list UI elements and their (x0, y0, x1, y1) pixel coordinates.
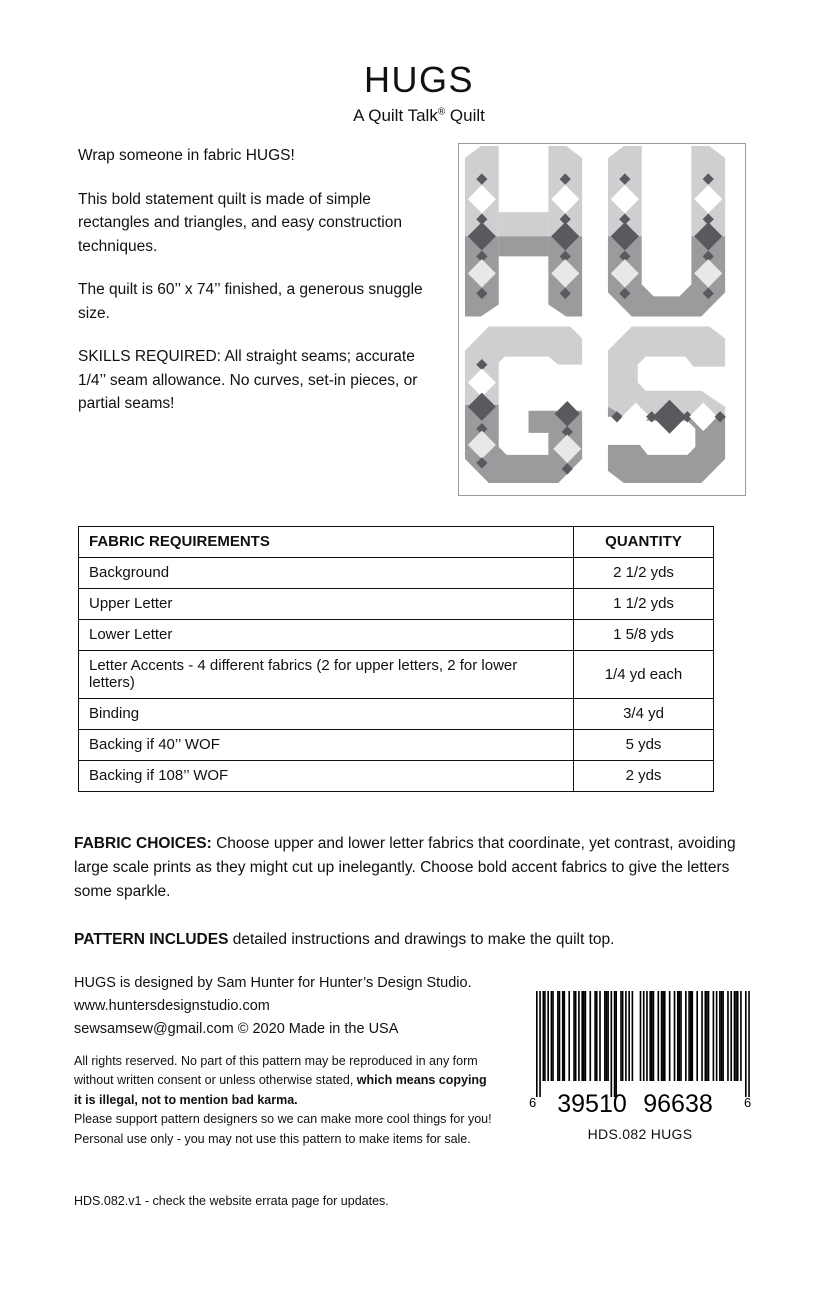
barcode-group-1: 39510 (557, 1090, 627, 1117)
barcode-caption: HDS.082 HUGS (587, 1126, 693, 1142)
pattern-includes-note (74, 928, 764, 952)
upc-barcode-icon (520, 985, 760, 1117)
legal-support-paragraph: Please support pattern designers so we can make more cool things for you! (74, 1112, 492, 1127)
intro-paragraph-2: This bold statement quilt is made of simple rectangles and triangles, and easy construction techniques. (78, 190, 402, 255)
fabric-item: Backing if 108’’ WOF (79, 761, 574, 792)
table-row (79, 761, 714, 792)
pattern-includes-label: PATTERN INCLUDES (74, 931, 229, 948)
credit-email-copyright[interactable]: sewsamsew@gmail.com © 2020 Made in the USA (74, 1020, 399, 1037)
barcode-right-digit: 6 (744, 1095, 752, 1110)
table-header-row (79, 527, 714, 558)
subtitle-text: A Quilt Talk (353, 106, 438, 125)
legal-bold-warning: which means copying it is illegal, not to mention bad karma. (74, 1073, 487, 1107)
registered-mark-icon: ® (437, 106, 446, 118)
credit-website[interactable]: www.huntersdesignstudio.com (74, 997, 270, 1014)
fabric-quantity: 1 5/8 yds (574, 620, 714, 651)
barcode-left-digit: 6 (529, 1095, 537, 1110)
errata-note: HDS.082.v1 - check the website errata page for updates. (74, 1194, 389, 1208)
table-row (79, 730, 714, 761)
intro-paragraph-3: The quilt is 60’’ x 74’’ finished, a generous snuggle size. (78, 281, 423, 322)
fabric-quantity: 1/4 yd each (574, 651, 714, 699)
fabric-quantity: 3/4 yd (574, 699, 714, 730)
legal-rights-paragraph (74, 1052, 494, 1110)
column-header-fabric: FABRIC REQUIREMENTS (79, 527, 574, 558)
subtitle-suffix: Quilt (445, 106, 485, 125)
fabric-item: Letter Accents - 4 different fabrics (2 for upper letters, 2 for lower letters) (79, 651, 574, 699)
intro-paragraph-1: Wrap someone in fabric HUGS! (78, 147, 295, 164)
fabric-quantity: 2 yds (574, 761, 714, 792)
column-header-quantity: QUANTITY (574, 527, 714, 558)
intro-paragraph-4: SKILLS REQUIRED: All straight seams; accurate 1/4’’ seam allowance. No curves, set-in pieces, or partial seams! (78, 348, 418, 413)
fabric-quantity: 1 1/2 yds (574, 589, 714, 620)
legal-personal-use-paragraph: Personal use only - you may not use this pattern to make items for sale. (74, 1131, 471, 1146)
fabric-choices-note (74, 832, 764, 905)
quilt-diagram-svg (459, 144, 745, 495)
fabric-item: Background (79, 558, 574, 589)
intro-description (78, 144, 438, 416)
barcode-block (505, 985, 775, 1142)
pattern-includes-text: detailed instructions and drawings to make the quilt top. (228, 931, 615, 948)
legal-part-1: All rights reserved. No part of this pattern may be reproduced in any form without written consent or unless otherwise stated, (74, 1054, 478, 1088)
fabric-item: Backing if 40’’ WOF (79, 730, 574, 761)
designer-credits (74, 972, 504, 1041)
barcode-group-2: 96638 (643, 1090, 713, 1117)
fabric-item: Upper Letter (79, 589, 574, 620)
fabric-item: Binding (79, 699, 574, 730)
fabric-requirements-table (78, 526, 714, 792)
quilt-illustration (458, 143, 746, 496)
fabric-quantity: 5 yds (574, 730, 714, 761)
page-title: HUGS (363, 59, 474, 100)
fabric-choices-label: FABRIC CHOICES: (74, 835, 212, 852)
legal-fine-print (74, 1052, 494, 1149)
table-row (79, 699, 714, 730)
fabric-quantity: 2 1/2 yds (574, 558, 714, 589)
table-row (79, 651, 714, 699)
page-header (0, 0, 838, 126)
table-row (79, 558, 714, 589)
table-row (79, 589, 714, 620)
credit-designer: HUGS is designed by Sam Hunter for Hunter’s Design Studio. (74, 975, 472, 991)
fabric-item: Lower Letter (79, 620, 574, 651)
fabric-choices-text: Choose upper and lower letter fabrics that coordinate, yet contrast, avoiding large scale prints as they might cut up inelegantly. Choose bold accent fabrics to give the letters some sparkle. (74, 835, 736, 901)
table-row (79, 620, 714, 651)
page-subtitle (0, 106, 838, 126)
